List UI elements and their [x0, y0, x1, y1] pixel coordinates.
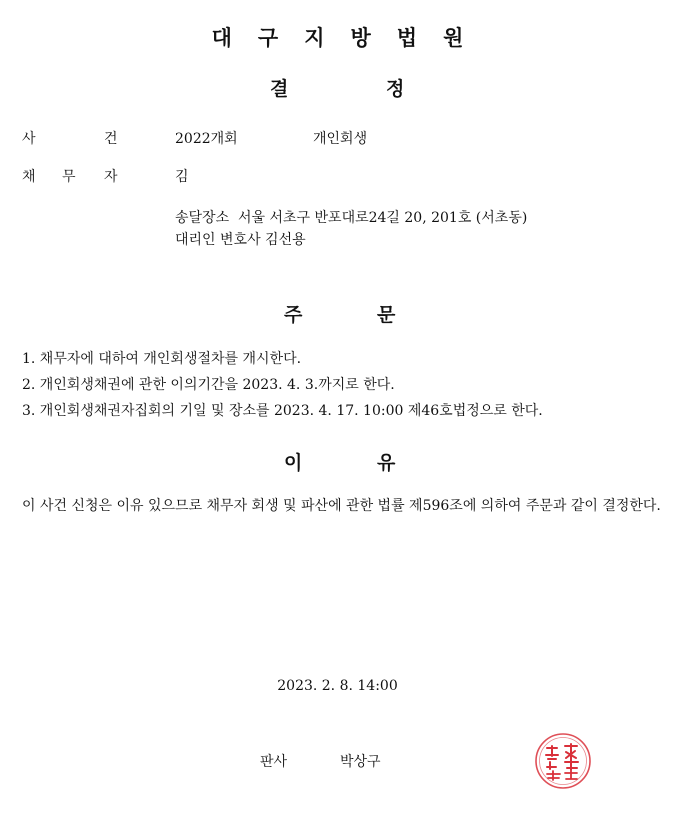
- reason-heading-char-2: 유: [377, 452, 396, 474]
- judge-name: 박상구: [340, 754, 381, 770]
- debtor-label-char-3: 자: [104, 169, 118, 185]
- order-heading: [0, 300, 675, 326]
- order-heading-char-2: 문: [377, 304, 396, 326]
- debtor-name: 김: [175, 169, 189, 185]
- order-item-1: 1. 채무자에 대하여 개인회생절차를 개시한다.: [22, 351, 302, 367]
- case-label-char-2: 건: [104, 131, 118, 147]
- case-number: 2022개회: [175, 131, 238, 147]
- debtor-label: [0, 166, 160, 186]
- case-label-char-1: 사: [22, 131, 36, 147]
- judge-title: 판사: [260, 754, 288, 770]
- case-label: [0, 128, 160, 148]
- reason-heading-char-1: 이: [284, 452, 303, 474]
- seal-graphic: [527, 724, 599, 796]
- case-type: 개인회생: [313, 131, 368, 147]
- debtor-label-char-2: 무: [62, 169, 76, 185]
- court-seal-icon: [527, 724, 599, 796]
- order-item-3: 3. 개인회생채권자집회의 기일 및 장소를 2023. 4. 17. 10:00 제46호법정으로 한다.: [22, 403, 543, 419]
- decision-heading: [0, 74, 675, 100]
- reason-text: 이 사건 신청은 이유 있으므로 채무자 회생 및 파산에 관한 법률 제596조에 의하여 주문과 같이 결정한다.: [22, 498, 661, 514]
- service-address: 송달장소 서울 서초구 반포대로24길 20, 201호 (서초동): [175, 210, 528, 226]
- decision-date: 2023. 2. 8. 14:00: [277, 678, 398, 694]
- attorney: 대리인 변호사 김선용: [175, 232, 306, 248]
- decision-heading-char-1: 결: [270, 78, 289, 100]
- court-title: 대구지방법원: [211, 26, 490, 50]
- order-heading-char-1: 주: [284, 304, 303, 326]
- debtor-label-char-1: 채: [22, 169, 36, 185]
- order-item-2: 2. 개인회생채권에 관한 이의기간을 2023. 4. 3.까지로 한다.: [22, 377, 395, 393]
- decision-heading-char-2: 정: [386, 78, 405, 100]
- reason-heading: [0, 448, 675, 474]
